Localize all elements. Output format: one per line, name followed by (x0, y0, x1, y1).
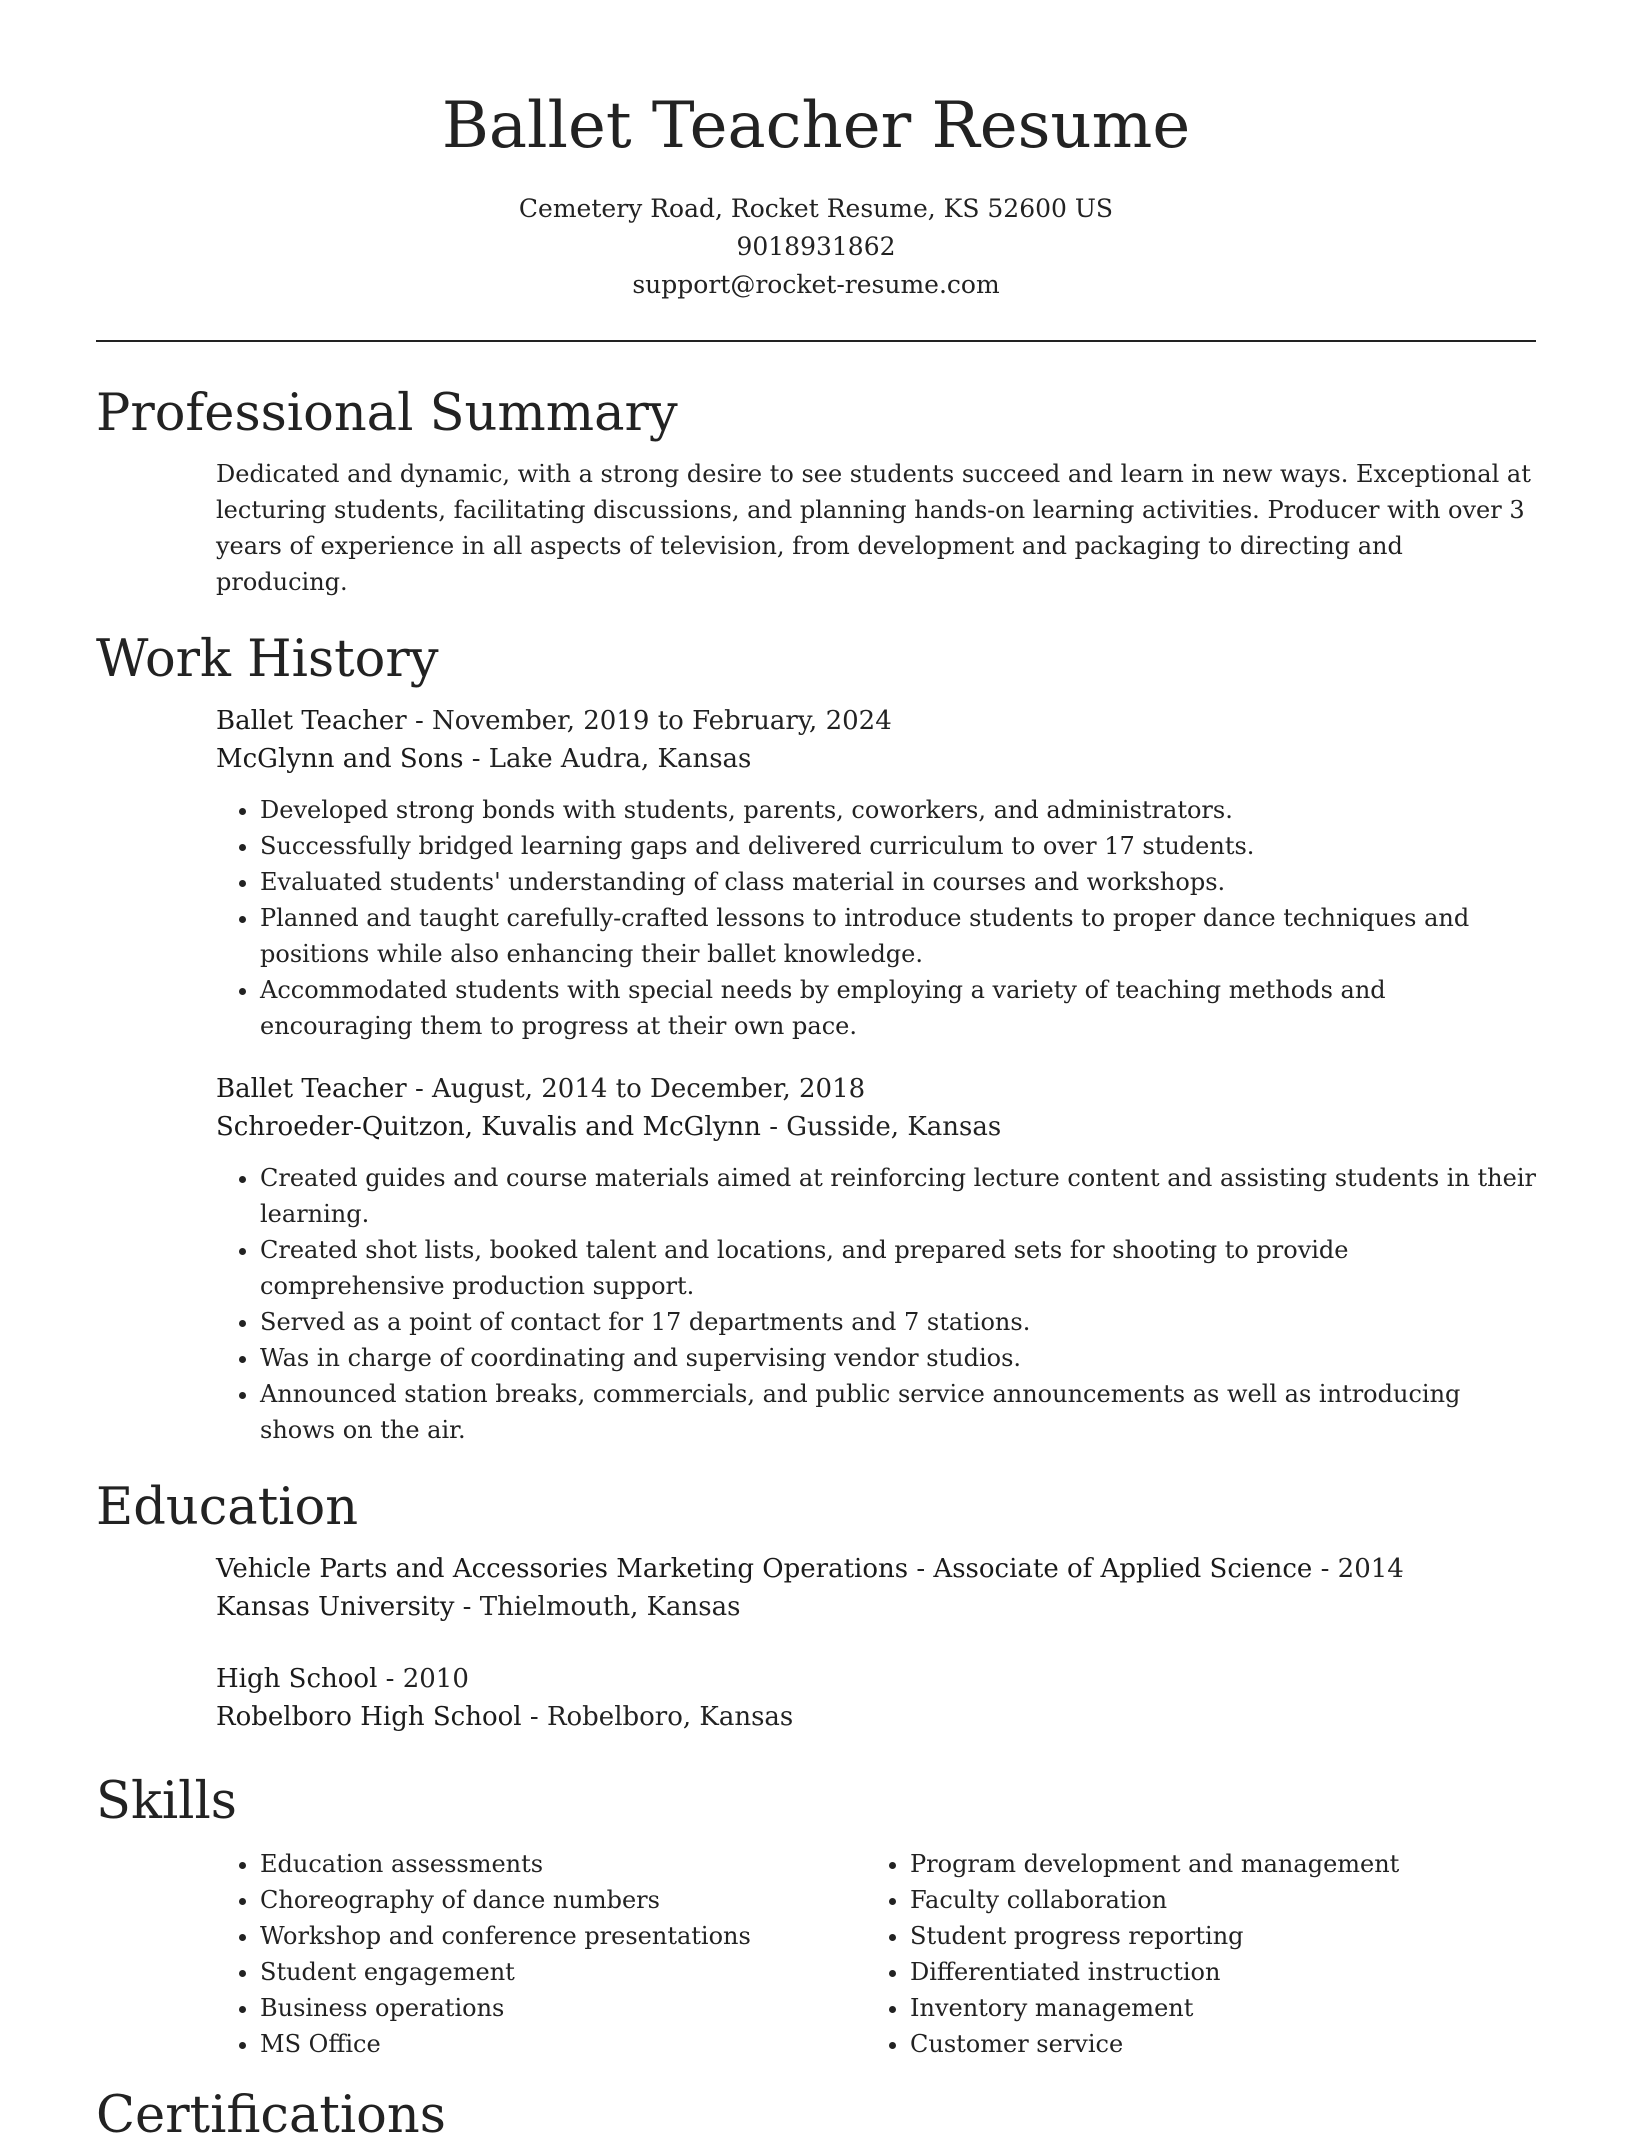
education-location: Robelboro, Kansas (546, 1702, 794, 1732)
section-title-certifications: Certifications (96, 2086, 446, 2145)
job-bullets (216, 1160, 1536, 1448)
skills-column-left (216, 1846, 866, 2062)
education-school-line (216, 1588, 1536, 1626)
education-school: Kansas University (216, 1592, 455, 1622)
separator: - (385, 1664, 403, 1694)
skills-column-right (866, 1846, 1516, 2062)
education-degree: Associate of Applied Science (933, 1554, 1313, 1584)
resume-title: Ballet Teacher Resume (441, 89, 1191, 163)
job-bullet: • Developed strong bonds with students, parents, coworkers, and administrators. (260, 792, 1536, 828)
education-heading (216, 1660, 1536, 1698)
skill-item: • Customer service (910, 2026, 1516, 2062)
job-dates: November, 2019 to February, 2024 (432, 706, 892, 736)
separator: - (414, 1074, 432, 1104)
job-role: Ballet Teacher (216, 1074, 407, 1104)
education-school: Robelboro High School (216, 1702, 522, 1732)
education-location: Thielmouth, Kansas (479, 1592, 741, 1622)
contact-email: support@rocket-resume.com (632, 270, 1000, 299)
job-location: Gusside, Kansas (786, 1112, 1002, 1142)
skill-item: • Differentiated instruction (910, 1954, 1516, 1990)
education-program: High School (216, 1664, 378, 1694)
job-role: Ballet Teacher (216, 706, 407, 736)
resume-header (96, 0, 1536, 304)
job-bullets (216, 792, 1536, 1044)
job-bullet: • Created guides and course materials aimed at reinforcing lecture content and assisting students in their learning. (260, 1160, 1536, 1232)
education-program: Vehicle Parts and Accessories Marketing Operations (216, 1554, 909, 1584)
separator: - (769, 1112, 787, 1142)
section-title-work-history: Work History (96, 630, 439, 689)
education-school-line (216, 1698, 1536, 1736)
skill-item: • Student engagement (260, 1954, 866, 1990)
skill-item: • Student progress reporting (910, 1918, 1516, 1954)
separator: - (462, 1592, 480, 1622)
skill-item: • Choreography of dance numbers (260, 1882, 866, 1918)
job-location: Lake Audra, Kansas (488, 744, 752, 774)
job-bullet: • Announced station breaks, commercials, and public service announcements as well as introducing shows on the air. (260, 1376, 1536, 1448)
job-bullet: • Accommodated students with special needs by employing a variety of teaching methods and encouraging them to progress at their own pace. (260, 972, 1536, 1044)
job-entry (216, 702, 1536, 1044)
job-heading (216, 1070, 1536, 1108)
section-title-summary: Professional Summary (96, 384, 678, 443)
skill-item: • Faculty collaboration (910, 1882, 1516, 1918)
contact-address: Cemetery Road, Rocket Resume, KS 52600 US (518, 194, 1114, 223)
education-entry (216, 1550, 1536, 1626)
job-bullet: • Served as a point of contact for 17 departments and 7 stations. (260, 1304, 1536, 1340)
section-title-skills: Skills (96, 1772, 237, 1831)
skill-item: • MS Office (260, 2026, 866, 2062)
separator: - (471, 744, 489, 774)
education-year: 2014 (1337, 1554, 1404, 1584)
job-entry (216, 1070, 1536, 1448)
job-company-line (216, 1108, 1536, 1146)
job-bullet: • Planned and taught carefully-crafted lessons to introduce students to proper dance techniques and positions while also enhancing their ballet knowledge. (260, 900, 1536, 972)
job-bullet: • Was in charge of coordinating and supervising vendor studios. (260, 1340, 1536, 1376)
summary-text: Dedicated and dynamic, with a strong desire to see students succeed and learn in new ways. Exceptional at lecturing students, facilitating discussions, and planning hands-on learning activities. Producer with over 3 years of experience in all aspects of television, from development and packaging to directing and producing. (216, 460, 1531, 596)
skill-item: • Program development and management (910, 1846, 1516, 1882)
separator: - (414, 706, 432, 736)
separator: - (1320, 1554, 1338, 1584)
education-heading (216, 1550, 1536, 1588)
resume-page (96, 0, 1536, 2148)
job-bullet: • Successfully bridged learning gaps and delivered curriculum to over 17 students. (260, 828, 1536, 864)
education-entry (216, 1660, 1536, 1736)
job-company-line (216, 740, 1536, 778)
contact-phone: 9018931862 (736, 232, 896, 261)
job-company: McGlynn and Sons (216, 744, 464, 774)
skill-item: • Business operations (260, 1990, 866, 2026)
job-bullet: • Created shot lists, booked talent and locations, and prepared sets for shooting to provide comprehensive production support. (260, 1232, 1536, 1304)
job-company: Schroeder-Quitzon, Kuvalis and McGlynn (216, 1112, 761, 1142)
separator: - (916, 1554, 934, 1584)
header-divider (96, 340, 1536, 342)
section-title-education: Education (96, 1478, 359, 1537)
education-list (216, 1550, 1536, 1736)
skills-list (216, 1846, 1536, 2062)
work-history-list (216, 702, 1536, 1448)
job-heading (216, 702, 1536, 740)
job-bullet: • Evaluated students' understanding of class material in courses and workshops. (260, 864, 1536, 900)
education-year: 2010 (402, 1664, 469, 1694)
job-dates: August, 2014 to December, 2018 (432, 1074, 866, 1104)
skill-item: • Education assessments (260, 1846, 866, 1882)
skill-item: • Inventory management (910, 1990, 1516, 2026)
skill-item: • Workshop and conference presentations (260, 1918, 866, 1954)
separator: - (529, 1702, 547, 1732)
